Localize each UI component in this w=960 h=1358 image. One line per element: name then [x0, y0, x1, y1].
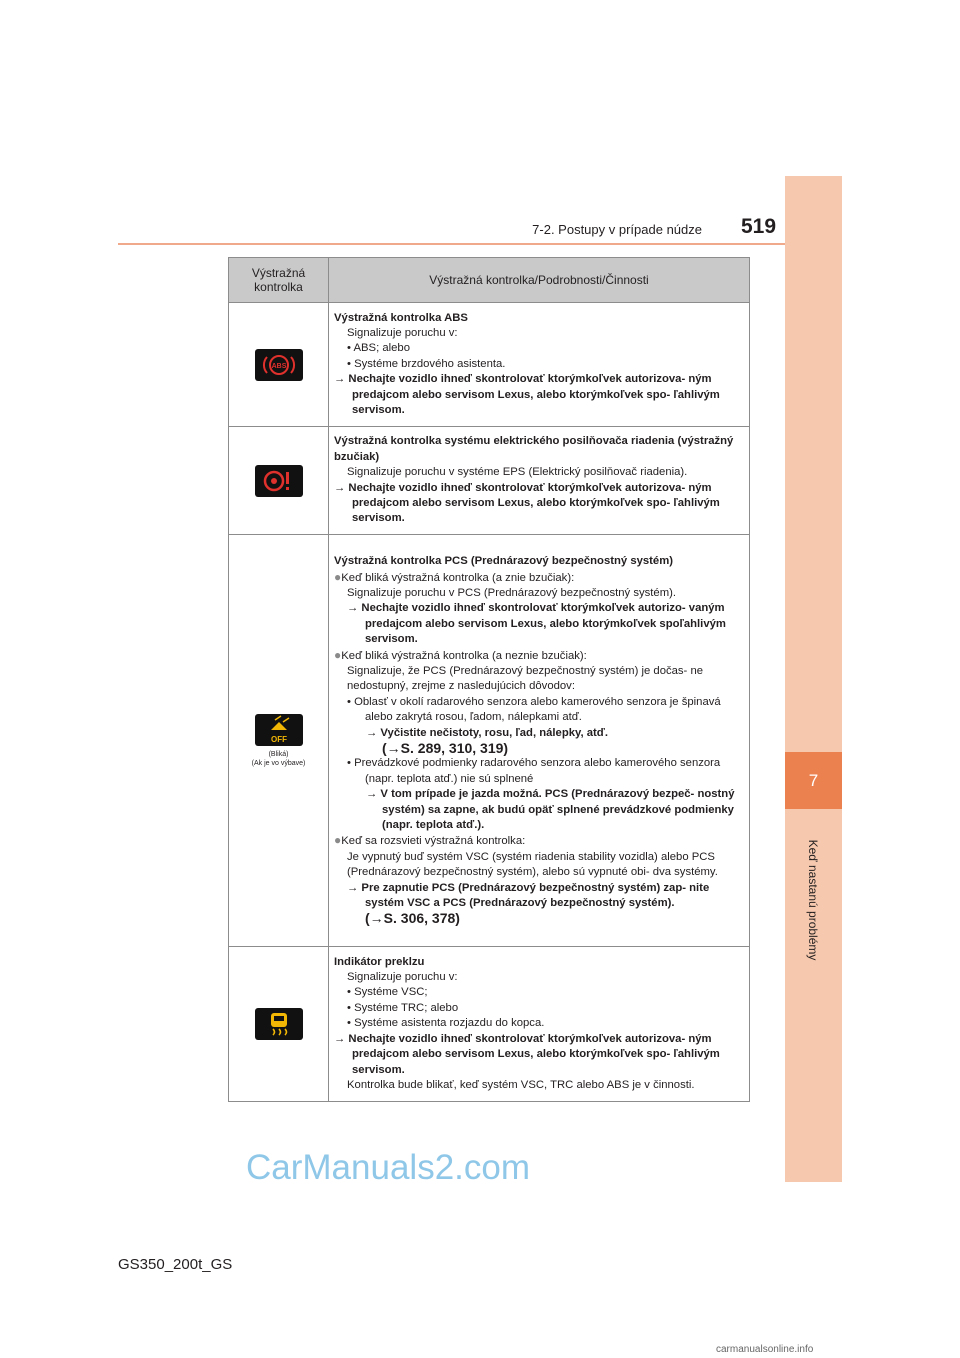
icon-cell: [229, 303, 329, 427]
chapter-number: 7: [785, 752, 842, 809]
column-header-light: Výstražná kontrolka: [229, 258, 329, 303]
slip-indicator-icon: [255, 1008, 303, 1040]
row-text: Signalizuje poruchu v:: [347, 326, 458, 339]
row-text: Signalizuje poruchu v systéme EPS (Elektrický posilňovač riadenia).: [347, 466, 688, 479]
details-cell: [329, 427, 750, 535]
row-action: → Nechajte vozidlo ihneď skontrolovať ktorýmkoľvek autorizova- ným predajcom alebo servisom Lexus, alebo ktorýmkoľvek spo- ľahlivým servisom.: [334, 481, 720, 525]
bullet-heading: Keď sa rozsvieti výstražná kontrolka:: [341, 835, 526, 848]
icon-cell: [229, 535, 329, 947]
row-bullet: • Systéme asistenta rozjazdu do kopca.: [347, 1017, 545, 1030]
bullet-item: ●Keď bliká výstražná kontrolka (a neznie bzučiak):: [334, 647, 587, 662]
chapter-side-tab: [785, 176, 842, 1182]
row-action: → Nechajte vozidlo ihneď skontrolovať ktorýmkoľvek autorizova- ným predajcom alebo servisom Lexus, alebo ktorýmkoľvek spo- ľahlivým servisom.: [334, 373, 720, 417]
bullet-item: ●Keď sa rozsvieti výstražná kontrolka:: [334, 833, 526, 848]
details-cell: [329, 947, 750, 1102]
table-header-row: [229, 258, 750, 303]
details-cell: [329, 535, 750, 947]
chapter-label: Keď nastanú problémy: [806, 839, 820, 961]
header-rule: [118, 243, 785, 245]
row-title: Výstražná kontrolka ABS: [334, 311, 468, 324]
icon-note-equipment: (Ak je vo výbave): [251, 759, 306, 767]
row-bullet: • Systéme VSC;: [347, 986, 428, 999]
abs-warning-icon: [255, 349, 303, 381]
row-bullet: • ABS; alebo: [347, 342, 410, 355]
footer-model: GS350_200t_GS: [118, 1256, 233, 1273]
details-cell: [329, 303, 750, 427]
row-action: → Pre zapnutie PCS (Prednárazový bezpečnostný systém) zap- nite systém VSC a PCS (Prednárazový bezpečnostný systém).: [347, 881, 710, 910]
row-action: → Nechajte vozidlo ihneď skontrolovať ktorýmkoľvek autorizo- vaným predajcom alebo servisom Lexus, alebo ktorýmkoľvek spoľahlivým servisom.: [347, 602, 726, 646]
row-title: Výstražná kontrolka systému elektrického posilňovača riadenia (výstražný bzučiak): [334, 435, 734, 463]
row-sub-bullet: • Oblasť v okolí radarového senzora alebo kamerového senzora je špinavá alebo zakrytá rosou, ľadom, nálepkami atď.: [347, 695, 721, 724]
row-action: → V tom prípade je jazda možná. PCS (Prednárazový bezpeč- nostný systém) sa zapne, ak budú opäť splnené prevádzkové podmienky (napr. teplota atď.).: [366, 788, 735, 832]
row-action: → Vyčistite nečistoty, rosu, ľad, nálepky, atď.: [366, 726, 609, 739]
row-bullet: • Systéme brzdového asistenta.: [347, 357, 506, 370]
row-bullet: • Systéme TRC; alebo: [347, 1001, 459, 1014]
watermark-logo: CarManuals2.com: [246, 1148, 530, 1187]
row-action: → Nechajte vozidlo ihneď skontrolovať ktorýmkoľvek autorizova- ným predajcom alebo servisom Lexus, alebo ktorýmkoľvek spo- ľahlivým servisom.: [334, 1032, 720, 1076]
icon-cell: [229, 427, 329, 535]
row-sub-bullet: • Prevádzkové podmienky radarového senzora alebo kamerového senzora (napr. teplota atď.) nie sú splnené: [347, 757, 721, 785]
page-reference: (→S. 289, 310, 319): [382, 740, 509, 756]
svg-text:ABS: ABS: [271, 362, 286, 370]
row-text: Signalizuje poruchu v PCS (Prednárazový bezpečnostný systém).: [347, 586, 677, 599]
table-row: [229, 427, 750, 535]
pcs-off-icon: [255, 714, 303, 746]
page-reference: (→S. 306, 378): [365, 910, 460, 927]
warning-lights-table: [228, 257, 750, 1102]
row-title: Výstražná kontrolka PCS (Prednárazový bezpečnostný systém): [334, 555, 674, 568]
page-number: 519: [741, 215, 777, 238]
bullet-heading: Keď bliká výstražná kontrolka (a neznie bzučiak):: [341, 649, 587, 662]
icon-note: [229, 750, 328, 768]
row-text: Signalizuje poruchu v:: [347, 971, 458, 984]
watermark-site: carmanualsonline.info: [716, 1344, 814, 1355]
bullet-heading: Keď bliká výstražná kontrolka (a znie bzučiak):: [341, 571, 575, 584]
eps-warning-icon: [255, 465, 303, 497]
bullet-item: ●Keď bliká výstražná kontrolka (a znie bzučiak):: [334, 569, 575, 584]
pcs-off-label: OFF: [270, 734, 287, 744]
table-row: [229, 947, 750, 1102]
table-row: [229, 535, 750, 947]
row-text: Je vypnutý buď systém VSC (systém riadenia stability vozidla) alebo PCS (Prednárazový bezpečnostný systém), alebo sú vypnuté obi- dva systémy.: [347, 850, 718, 879]
row-title: Indikátor preklzu: [334, 955, 425, 968]
section-title: 7-2. Postupy v prípade núdze: [532, 222, 702, 237]
row-text: Signalizuje, že PCS (Prednárazový bezpečnostný systém) je dočas- ne nedostupný, zrejme z nasledujúcich dôvodov:: [347, 664, 704, 693]
icon-note-blink: (Bliká): [268, 750, 289, 758]
icon-cell: [229, 947, 329, 1102]
table-row: [229, 303, 750, 427]
row-note: Kontrolka bude blikať, keď systém VSC, TRC alebo ABS je v činnosti.: [347, 1078, 695, 1091]
column-header-details: Výstražná kontrolka/Podrobnosti/Činnosti: [329, 258, 750, 303]
